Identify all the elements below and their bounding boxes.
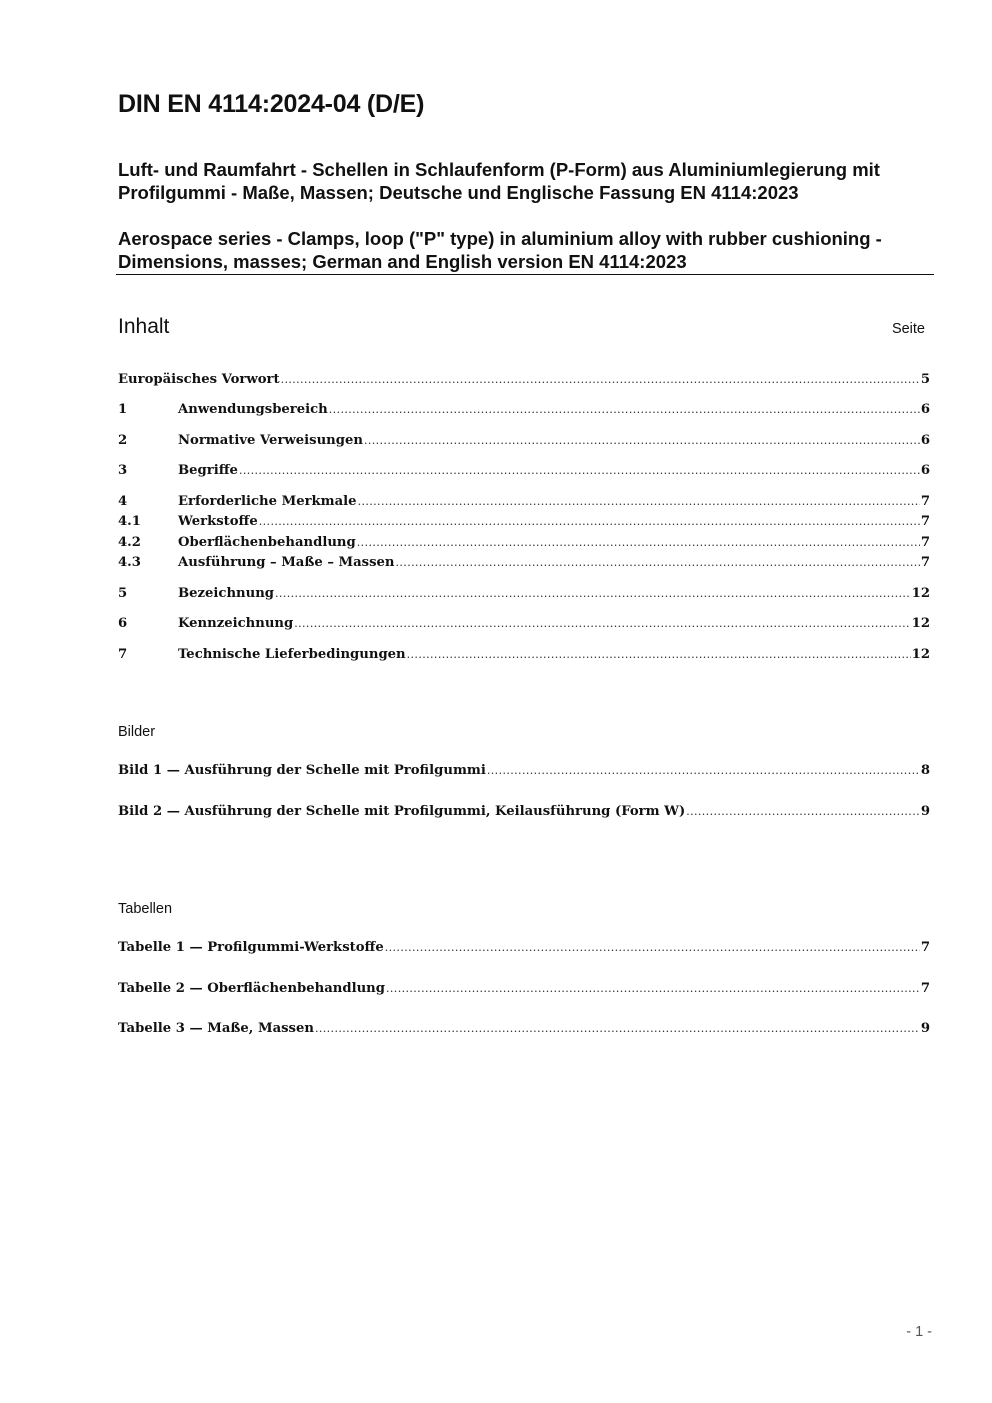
table-entry-title: Tabelle 1 — Profilgummi-Werkstoffe	[118, 940, 384, 955]
toc-entry-title: Technische Lieferbedingungen	[178, 647, 406, 662]
toc-entry-number: 4.3	[118, 555, 141, 570]
table-entry-2[interactable]	[118, 981, 930, 999]
toc-entry-title: Ausführung – Maße – Massen	[178, 555, 395, 570]
toc-entry-number: 6	[118, 616, 128, 631]
toc-entry-page: 5	[920, 372, 930, 387]
toc-entry-page: 7	[920, 535, 930, 550]
toc-entry-page: 12	[911, 647, 930, 662]
toc-leader-dots	[281, 373, 920, 386]
toc-page-column-label: Seite	[891, 321, 925, 337]
tables-heading: Tabellen	[118, 901, 173, 917]
toc-leader-dots	[239, 464, 920, 477]
title-divider	[116, 274, 934, 275]
toc-entry-number: 5	[118, 586, 128, 601]
toc-entry-title: Anwendungsbereich	[178, 402, 328, 417]
toc-entry-title: Erforderliche Merkmale	[178, 494, 357, 509]
toc-entry-page: 6	[920, 433, 930, 448]
toc-leader-dots	[315, 1022, 920, 1035]
toc-heading: Inhalt	[118, 315, 170, 338]
toc-leader-dots	[487, 764, 920, 777]
toc-leader-dots	[385, 941, 920, 954]
title-german: Luft- und Raumfahrt - Schellen in Schlaufenform (P-Form) aus Aluminiumlegierung mit Profilgummi - Maße, Massen; Deutsche und Englische Fassung EN 4114:2023	[118, 159, 880, 203]
toc-entry-7[interactable]	[118, 647, 930, 665]
figure-entry-page: 8	[920, 763, 930, 778]
figures-heading: Bilder	[118, 724, 156, 740]
toc-leader-dots	[329, 403, 920, 416]
toc-entry-title: Werkstoffe	[178, 514, 258, 529]
toc-leader-dots	[358, 495, 920, 508]
toc-leader-dots	[686, 805, 920, 818]
figure-entry-title: Bild 1 — Ausführung der Schelle mit Profilgummi	[118, 763, 486, 778]
toc-leader-dots	[357, 536, 920, 549]
toc-leader-dots	[364, 434, 920, 447]
toc-entry-4-2[interactable]	[118, 535, 930, 553]
table-entry-title: Tabelle 2 — Oberflächenbehandlung	[118, 981, 385, 996]
toc-entry-number: 3	[118, 463, 128, 478]
toc-entry-1[interactable]	[118, 402, 930, 420]
figure-entry-page: 9	[920, 804, 930, 819]
page-number: - 1 -	[906, 1324, 932, 1340]
toc-leader-dots	[259, 515, 920, 528]
toc-entry-page: 12	[911, 586, 930, 601]
toc-entry-title: Normative Verweisungen	[178, 433, 363, 448]
toc-entry-page: 7	[920, 514, 930, 529]
toc-leader-dots	[275, 587, 911, 600]
figure-entry-2[interactable]	[118, 804, 930, 822]
toc-entry-number: 1	[118, 402, 128, 417]
table-entry-page: 7	[920, 940, 930, 955]
toc-entry-foreword[interactable]	[118, 372, 930, 390]
toc-leader-dots	[294, 617, 910, 630]
toc-entry-3[interactable]	[118, 463, 930, 481]
title-english: Aerospace series - Clamps, loop ("P" type) in aluminium alloy with rubber cushioning - Dimensions, masses; German and English version EN 4114:2023	[118, 228, 882, 272]
table-entry-page: 7	[920, 981, 930, 996]
document-id: DIN EN 4114:2024-04 (D/E)	[118, 90, 425, 118]
table-entry-title: Tabelle 3 — Maße, Massen	[118, 1021, 314, 1036]
toc-entry-4[interactable]	[118, 494, 930, 512]
toc-leader-dots	[396, 556, 920, 569]
toc-leader-dots	[407, 648, 911, 661]
toc-entry-number: 2	[118, 433, 128, 448]
toc-entry-5[interactable]	[118, 586, 930, 604]
toc-leader-dots	[386, 982, 920, 995]
toc-entry-page: 6	[920, 402, 930, 417]
toc-entry-number: 4.2	[118, 535, 141, 550]
toc-entry-title: Kennzeichnung	[178, 616, 294, 631]
toc-entry-6[interactable]	[118, 616, 930, 634]
toc-entry-number: 4.1	[118, 514, 141, 529]
toc-entry-title: Oberflächenbehandlung	[178, 535, 356, 550]
toc-entry-title: Begriffe	[178, 463, 238, 478]
toc-entry-title: Europäisches Vorwort	[118, 372, 280, 387]
table-entry-1[interactable]	[118, 940, 930, 958]
toc-entry-page: 7	[920, 494, 930, 509]
figure-entry-title: Bild 2 — Ausführung der Schelle mit Profilgummi, Keilausführung (Form W)	[118, 804, 686, 819]
toc-entry-page: 7	[920, 555, 930, 570]
toc-entry-page: 6	[920, 463, 930, 478]
toc-entry-4-3[interactable]	[118, 555, 930, 573]
toc-entry-title: Bezeichnung	[178, 586, 275, 601]
toc-entry-2[interactable]	[118, 433, 930, 451]
toc-entry-4-1[interactable]	[118, 514, 930, 532]
toc-entry-number: 4	[118, 494, 128, 509]
toc-entry-number: 7	[118, 647, 128, 662]
toc-entry-page: 12	[911, 616, 930, 631]
figure-entry-1[interactable]	[118, 763, 930, 781]
table-entry-3[interactable]	[118, 1021, 930, 1039]
table-entry-page: 9	[920, 1021, 930, 1036]
